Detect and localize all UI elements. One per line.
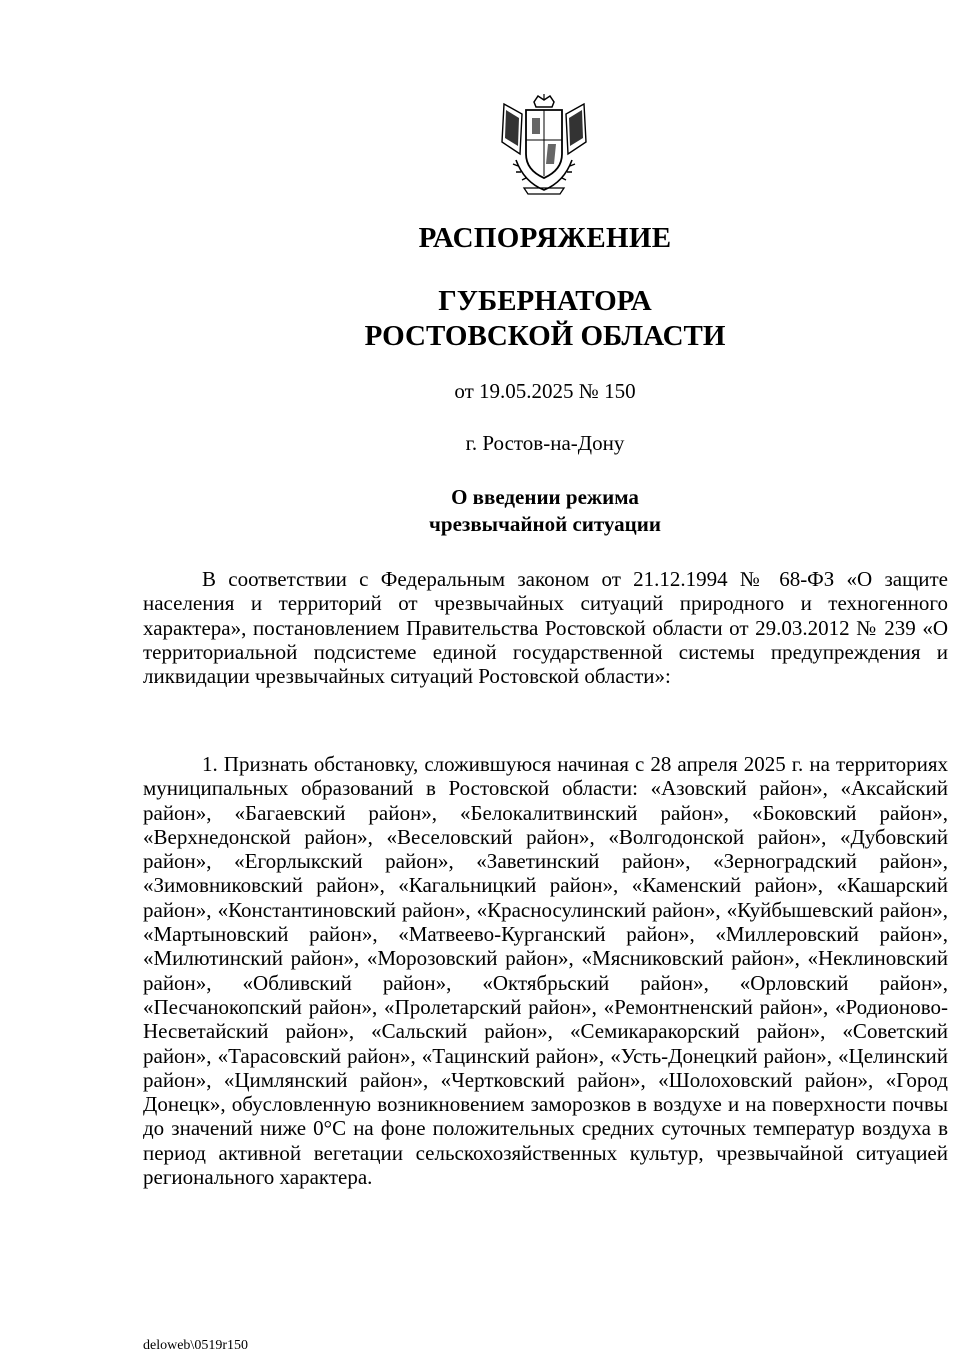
issuing-authority bbox=[0, 284, 968, 354]
subject-line-1: О введении режима bbox=[451, 485, 639, 509]
subject-line-2: чрезвычайной ситуации bbox=[429, 512, 661, 536]
document-type-title: РАСПОРЯЖЕНИЕ bbox=[418, 222, 672, 254]
footer-document-code: deloweb\0519r150 bbox=[143, 1338, 248, 1353]
document-date-number: от 19.05.2025 № 150 bbox=[454, 379, 636, 403]
document-city: г. Ростов-на-Дону bbox=[465, 431, 625, 455]
document-subject bbox=[0, 484, 968, 538]
preamble-paragraph: В соответствии с Федеральным законом от 21.12.1994 № 68-ФЗ «О защите населения и территорий от чрезвычайных ситуаций природного и техногенного характера», постановлением Правительства Ростовской области от 29.03.2012 № 239 «О территориальной подсистеме единой государственной системы предупреждения и ликвидации чрезвычайных ситуаций Ростовской области»: bbox=[143, 567, 948, 689]
item-1-paragraph: 1. Признать обстановку, сложившуюся начиная с 28 апреля 2025 г. на территориях муниципальных образований в Ростовской области: «Азовский район», «Аксайский район», «Багаевский район», «Белокалитвинский район», «Боковский район», «Верхнедонской район», «Веселовский район», «Волгодонской район», «Дубовский район», «Егорлыкский район», «Заветинский район», «Зерноградский район», «Зимовниковский район», «Кагальницкий район», «Каменский район», «Кашарский район», «Константиновский район», «Красносулинский район», «Куйбышевский район», «Мартыновский район», «Матвеево-Курганский район», «Миллеровский район», «Милютинский район», «Морозовский район», «Мясниковский район», «Неклиновский район», «Обливский район», «Октябрьский район», «Орловский район», «Песчанокопский район», «Пролетарский район», «Ремонтненский район», «Родионово-Несветайский район», «Сальский район», «Семикаракорский район», «Советский район», «Тарасовский район», «Тацинский район», «Усть-Донецкий район», «Целинский район», «Цимлянский район», «Чертковский район», «Шолоховский район», «Город Донецк», обусловленную возникновением заморозков в воздухе и на поверхности почвы до значений ниже 0°С на фоне положительных средних суточных температур воздуха в период активной вегетации сельскохозяйственных культур, чрезвычайной ситуацией регионального характера. bbox=[143, 752, 948, 1190]
authority-line-2: РОСТОВСКОЙ ОБЛАСТИ bbox=[364, 320, 726, 352]
coat-of-arms-icon bbox=[494, 94, 594, 196]
authority-line-1: ГУБЕРНАТОРА bbox=[438, 285, 652, 317]
